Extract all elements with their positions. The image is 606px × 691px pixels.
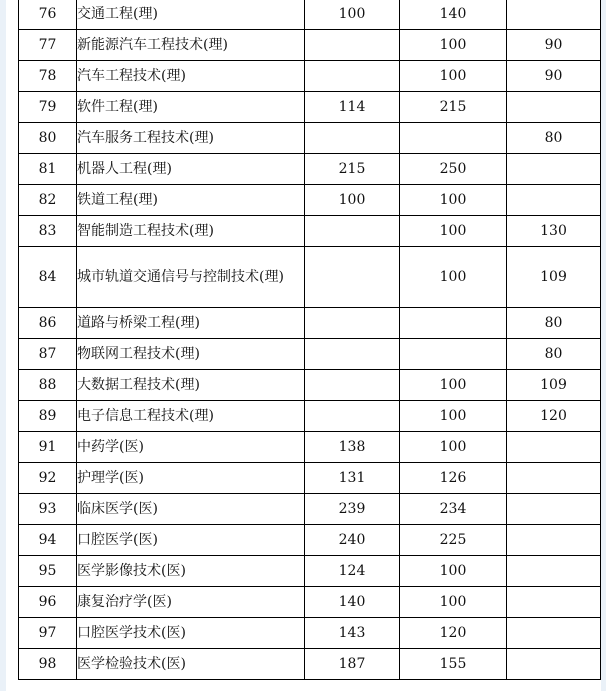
score-col-1: [305, 123, 400, 154]
table-row: [19, 61, 601, 92]
program-name: 医学影像技术(医): [77, 556, 305, 587]
program-name: 中药学(医): [77, 432, 305, 463]
score-col-3: 80: [507, 123, 601, 154]
table-row: [19, 92, 601, 123]
program-name: 软件工程(理): [77, 92, 305, 123]
score-col-1: 187: [305, 649, 400, 680]
table-row: [19, 154, 601, 185]
score-col-2: 250: [400, 154, 507, 185]
row-number: 76: [19, 0, 77, 30]
table-row: [19, 494, 601, 525]
table-row: [19, 216, 601, 247]
program-name: 口腔医学技术(医): [77, 618, 305, 649]
score-col-3: [507, 92, 601, 123]
score-col-1: [305, 247, 400, 308]
score-col-3: [507, 618, 601, 649]
score-col-2: 234: [400, 494, 507, 525]
score-col-3: [507, 185, 601, 216]
program-name: 机器人工程(理): [77, 154, 305, 185]
row-number: 98: [19, 649, 77, 680]
score-col-3: 109: [507, 370, 601, 401]
score-col-2: 100: [400, 401, 507, 432]
score-col-2: 100: [400, 432, 507, 463]
score-col-2: 225: [400, 525, 507, 556]
row-number: 86: [19, 308, 77, 339]
score-col-1: [305, 61, 400, 92]
program-name: 物联网工程技术(理): [77, 339, 305, 370]
program-name: 新能源汽车工程技术(理): [77, 30, 305, 61]
score-col-3: [507, 494, 601, 525]
row-number: 80: [19, 123, 77, 154]
table-row: [19, 556, 601, 587]
program-name: 交通工程(理): [77, 0, 305, 30]
table-row: [19, 370, 601, 401]
score-col-1: 114: [305, 92, 400, 123]
score-col-3: [507, 649, 601, 680]
score-col-1: [305, 370, 400, 401]
score-col-3: [507, 432, 601, 463]
program-name: 康复治疗学(医): [77, 587, 305, 618]
score-col-2: 215: [400, 92, 507, 123]
program-name: 临床医学(医): [77, 494, 305, 525]
program-name: 汽车工程技术(理): [77, 61, 305, 92]
score-col-1: 240: [305, 525, 400, 556]
table-row: [19, 618, 601, 649]
program-name: 城市轨道交通信号与控制技术(理): [77, 247, 305, 308]
program-name: 智能制造工程技术(理): [77, 216, 305, 247]
table-row: [19, 339, 601, 370]
table-row: [19, 30, 601, 61]
row-number: 79: [19, 92, 77, 123]
score-col-1: [305, 30, 400, 61]
table-row: [19, 401, 601, 432]
score-col-1: 100: [305, 185, 400, 216]
table-row: [19, 463, 601, 494]
score-col-3: 90: [507, 30, 601, 61]
row-number: 92: [19, 463, 77, 494]
score-col-3: [507, 587, 601, 618]
program-name: 汽车服务工程技术(理): [77, 123, 305, 154]
score-col-1: 140: [305, 587, 400, 618]
score-col-2: 140: [400, 0, 507, 30]
program-name: 口腔医学(医): [77, 525, 305, 556]
score-col-2: [400, 123, 507, 154]
table-row: [19, 185, 601, 216]
row-number: 94: [19, 525, 77, 556]
row-number: 91: [19, 432, 77, 463]
score-col-1: [305, 339, 400, 370]
score-col-1: 239: [305, 494, 400, 525]
score-col-2: 100: [400, 556, 507, 587]
score-col-1: 124: [305, 556, 400, 587]
row-number: 84: [19, 247, 77, 308]
program-name: 铁道工程(理): [77, 185, 305, 216]
score-col-1: [305, 401, 400, 432]
program-name: 道路与桥梁工程(理): [77, 308, 305, 339]
score-col-3: [507, 556, 601, 587]
table-row: [19, 525, 601, 556]
table-row: [19, 308, 601, 339]
table-row: [19, 587, 601, 618]
score-col-1: [305, 308, 400, 339]
score-col-3: [507, 154, 601, 185]
score-col-3: 109: [507, 247, 601, 308]
score-col-2: 100: [400, 247, 507, 308]
table-row: [19, 123, 601, 154]
row-number: 83: [19, 216, 77, 247]
score-col-1: [305, 216, 400, 247]
score-col-2: 100: [400, 216, 507, 247]
score-col-3: [507, 0, 601, 30]
program-name: 医学检验技术(医): [77, 649, 305, 680]
score-col-2: 100: [400, 61, 507, 92]
row-number: 78: [19, 61, 77, 92]
row-number: 81: [19, 154, 77, 185]
score-col-3: [507, 463, 601, 494]
score-col-2: [400, 339, 507, 370]
score-col-2: 120: [400, 618, 507, 649]
row-number: 77: [19, 30, 77, 61]
row-number: 95: [19, 556, 77, 587]
program-name: 大数据工程技术(理): [77, 370, 305, 401]
page-frame-left: [0, 0, 6, 691]
row-number: 89: [19, 401, 77, 432]
program-name: 电子信息工程技术(理): [77, 401, 305, 432]
score-col-3: 80: [507, 308, 601, 339]
score-col-3: 90: [507, 61, 601, 92]
score-col-3: [507, 525, 601, 556]
score-col-1: 131: [305, 463, 400, 494]
table-row: [19, 649, 601, 680]
program-name: 护理学(医): [77, 463, 305, 494]
score-col-2: 100: [400, 370, 507, 401]
score-col-1: 215: [305, 154, 400, 185]
row-number: 82: [19, 185, 77, 216]
page-frame-right: [601, 0, 606, 691]
table-row: [19, 432, 601, 463]
score-table-body: [19, 0, 601, 680]
row-number: 96: [19, 587, 77, 618]
score-col-1: 100: [305, 0, 400, 30]
score-col-2: 100: [400, 587, 507, 618]
score-col-3: 130: [507, 216, 601, 247]
table-row: [19, 247, 601, 308]
score-col-3: 120: [507, 401, 601, 432]
score-col-1: 143: [305, 618, 400, 649]
score-col-2: [400, 308, 507, 339]
score-col-1: 138: [305, 432, 400, 463]
score-col-2: 100: [400, 30, 507, 61]
score-col-3: 80: [507, 339, 601, 370]
row-number: 88: [19, 370, 77, 401]
row-number: 87: [19, 339, 77, 370]
score-col-2: 126: [400, 463, 507, 494]
table-row: [19, 0, 601, 30]
row-number: 97: [19, 618, 77, 649]
score-col-2: 155: [400, 649, 507, 680]
score-table: [18, 0, 601, 680]
score-col-2: 100: [400, 185, 507, 216]
row-number: 93: [19, 494, 77, 525]
